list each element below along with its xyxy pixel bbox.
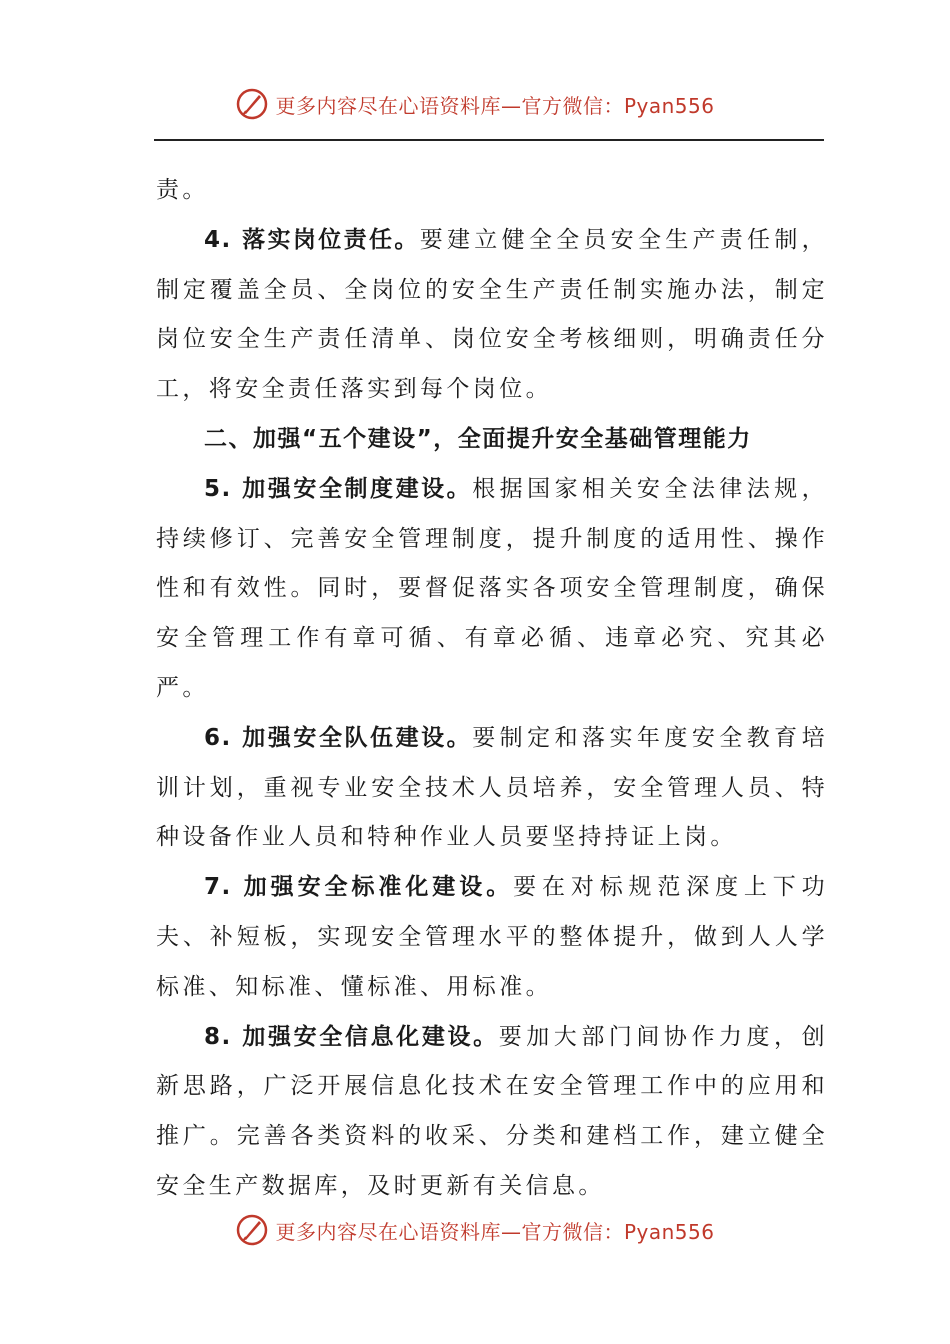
header-banner — [0, 84, 950, 124]
item-5-paragraph — [156, 465, 828, 714]
item-8-text: 要加大部门间协作力度，创新思路，广泛开展信息化技术在安全管理工作中的应用和推广。完善各类资料的收采、分类和建档工作，建立健全安全生产数据库，及时更新有关信息。 — [156, 1023, 828, 1199]
item-6-text: 要制定和落实年度安全教育培训计划，重视专业安全技术人员培养，安全管理人员、特种设备作业人员和特种作业人员要坚持持证上岗。 — [156, 724, 829, 851]
item-7-text: 要在对标规范深度上下功夫、补短板，实现安全管理水平的整体提升，做到人人学标准、知标准、懂标准、用标准。 — [156, 874, 829, 1000]
item-7-title: 7. 加强安全标准化建设。 — [204, 874, 514, 901]
item-5-title: 5. 加强安全制度建设。 — [204, 475, 473, 502]
item-4-text: 要建立健全全员安全生产责任制，制定覆盖全员、全岗位的安全生产责任制实施办法，制定岗位安全生产责任清单、岗位安全考核细则，明确责任分工，将安全责任落实到每个岗位。 — [156, 226, 828, 403]
item-5-text: 根据国家相关安全法律法规，持续修订、完善安全管理制度，提升制度的适用性、操作性和有效性。同时，要督促落实各项安全管理制度，确保安全管理工作有章可循、有章必循、违章必究、究其必严。 — [156, 475, 829, 701]
item-4-title: 4. 落实岗位责任。 — [204, 226, 420, 253]
item-4-paragraph — [156, 216, 828, 415]
footer-banner-text: 更多内容尽在心语资料库—官方微信：Pyan556 — [275, 1219, 715, 1244]
item-8-title: 8. 加强安全信息化建设。 — [204, 1023, 499, 1050]
footer-banner — [0, 1210, 950, 1250]
item-6-title: 6. 加强安全队伍建设。 — [204, 724, 473, 751]
item-6-paragraph — [156, 714, 828, 863]
section-2-heading: 二、加强“五个建设”，全面提升安全基础管理能力 — [204, 425, 752, 452]
document-body — [156, 166, 828, 1212]
continued-line: 责。 — [156, 177, 209, 203]
header-divider — [154, 139, 824, 141]
quill-logo-icon — [235, 87, 269, 121]
quill-logo-icon — [235, 1213, 269, 1247]
item-7-paragraph — [156, 863, 828, 1012]
item-8-paragraph — [156, 1013, 828, 1212]
header-banner-text: 更多内容尽在心语资料库—官方微信：Pyan556 — [275, 93, 715, 118]
